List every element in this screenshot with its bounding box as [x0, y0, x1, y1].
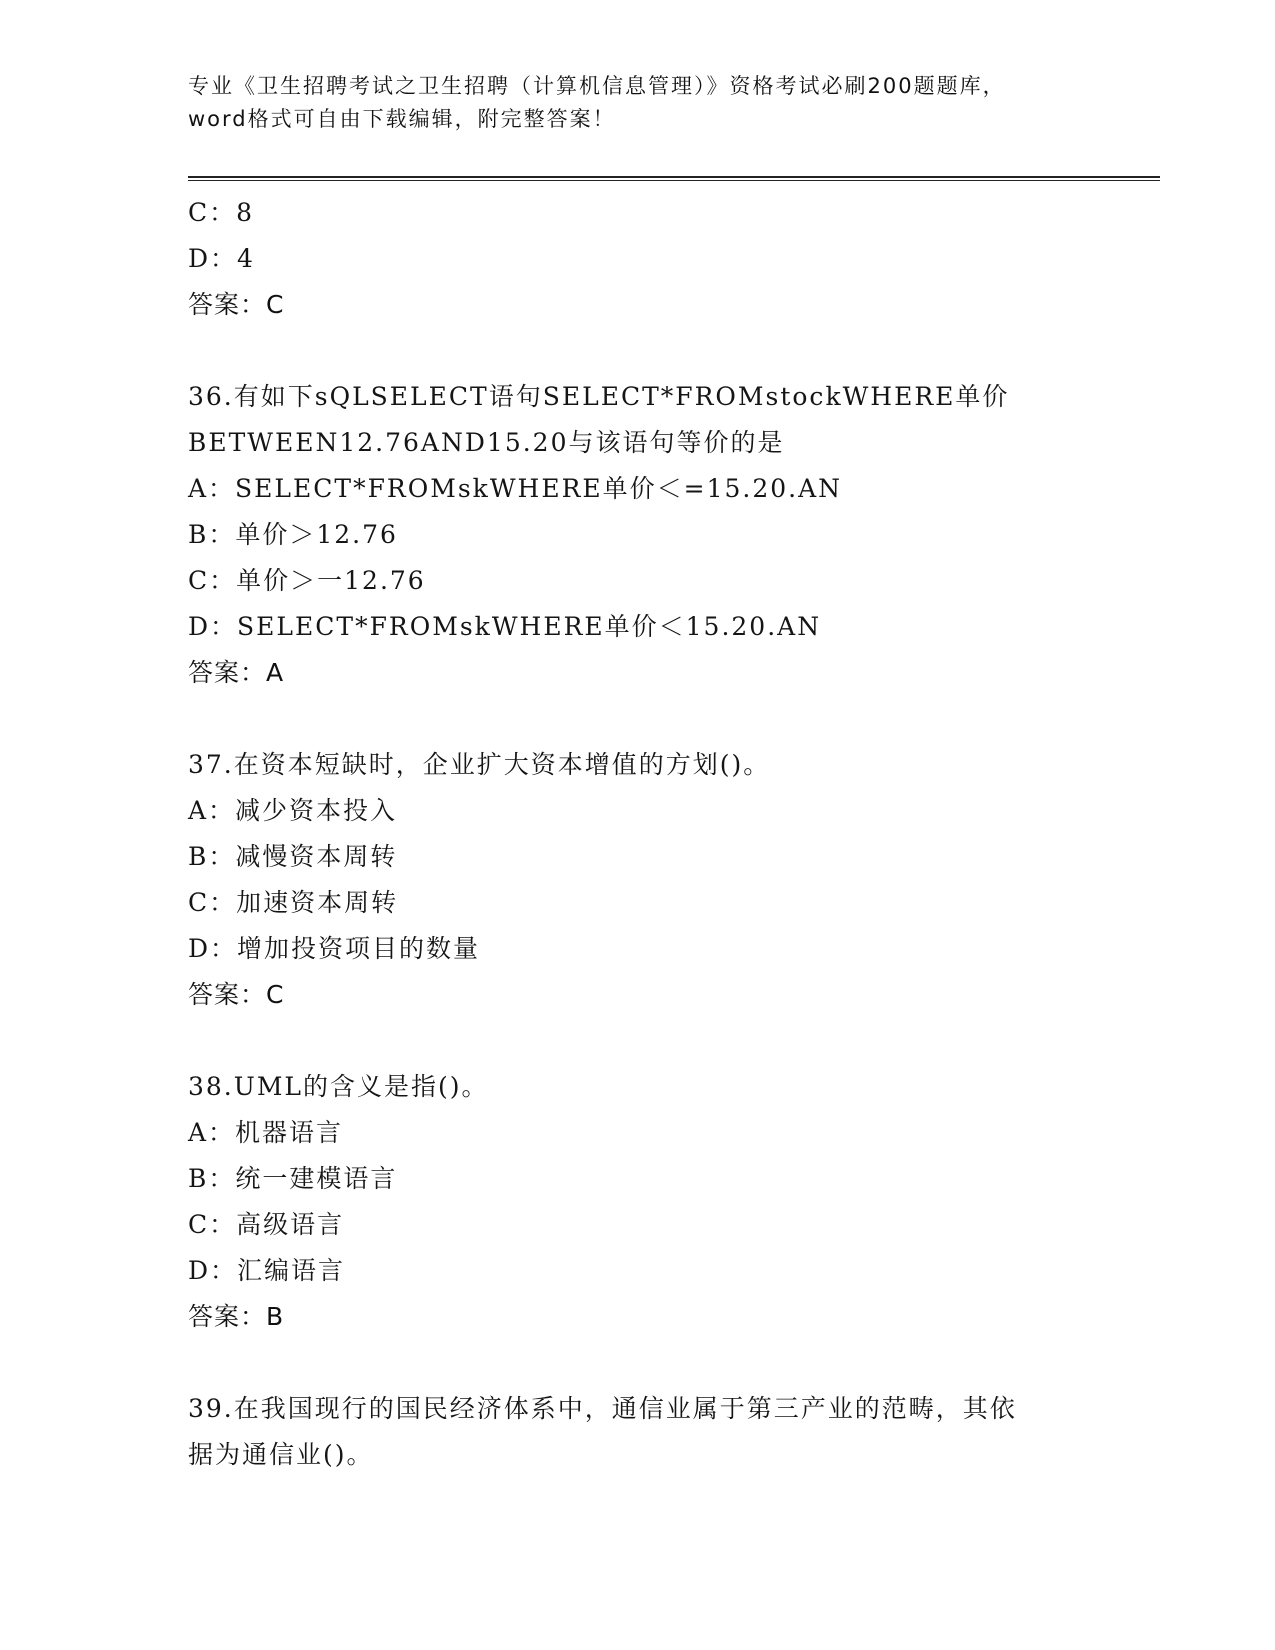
option-d: D：增加投资项目的数量: [188, 934, 481, 963]
option-a: A：SELECT*FROMskWHERE单价＜=15.20.AN: [188, 474, 843, 503]
answer: 答案：B: [188, 1302, 285, 1331]
spacer: [188, 1340, 1118, 1386]
option-c: C：单价＞一12.76: [188, 566, 426, 595]
spacer: [188, 328, 1118, 374]
option-a: A：机器语言: [188, 1118, 344, 1147]
question-37: [188, 742, 1118, 1018]
question-39: [188, 1386, 1118, 1478]
question-stem: 36.有如下sQLSELECT语句SELECT*FROMstockWHERE单价: [188, 382, 1010, 411]
question-38: [188, 1064, 1118, 1340]
option-b: B：减慢资本周转: [188, 842, 398, 871]
header-title-line2: word格式可自由下载编辑，附完整答案！: [188, 107, 616, 131]
question-list: [188, 190, 1118, 1478]
answer: 答案：C: [188, 290, 285, 319]
question-35: [188, 190, 1118, 328]
option-b: B：统一建模语言: [188, 1164, 398, 1193]
option-a: A：减少资本投入: [188, 796, 398, 825]
question-stem: 39.在我国现行的国民经济体系中，通信业属于第三产业的范畴，其依: [188, 1394, 1017, 1423]
header-divider: [188, 176, 1160, 181]
answer: 答案：C: [188, 980, 285, 1009]
answer: 答案：A: [188, 658, 285, 687]
option-d: D：汇编语言: [188, 1256, 346, 1285]
option-b: B：单价＞12.76: [188, 520, 398, 549]
page-header: [188, 70, 1088, 136]
spacer: [188, 696, 1118, 742]
question-36: [188, 374, 1118, 696]
question-stem-continued: BETWEEN12.76AND15.20与该语句等价的是: [188, 428, 785, 457]
question-stem: 37.在资本短缺时，企业扩大资本增值的方划()。: [188, 750, 771, 779]
option-c: C：加速资本周转: [188, 888, 399, 917]
option-d: D：4: [188, 244, 255, 273]
option-d: D：SELECT*FROMskWHERE单价＜15.20.AN: [188, 612, 822, 641]
question-stem: 38.UML的含义是指()。: [188, 1072, 489, 1101]
question-stem-continued: 据为通信业()。: [188, 1440, 374, 1469]
option-c: C：高级语言: [188, 1210, 345, 1239]
spacer: [188, 1018, 1118, 1064]
option-c: C：8: [188, 198, 255, 227]
header-title-line1: 专业《卫生招聘考试之卫生招聘（计算机信息管理）》资格考试必刷200题题库，: [188, 74, 1006, 98]
